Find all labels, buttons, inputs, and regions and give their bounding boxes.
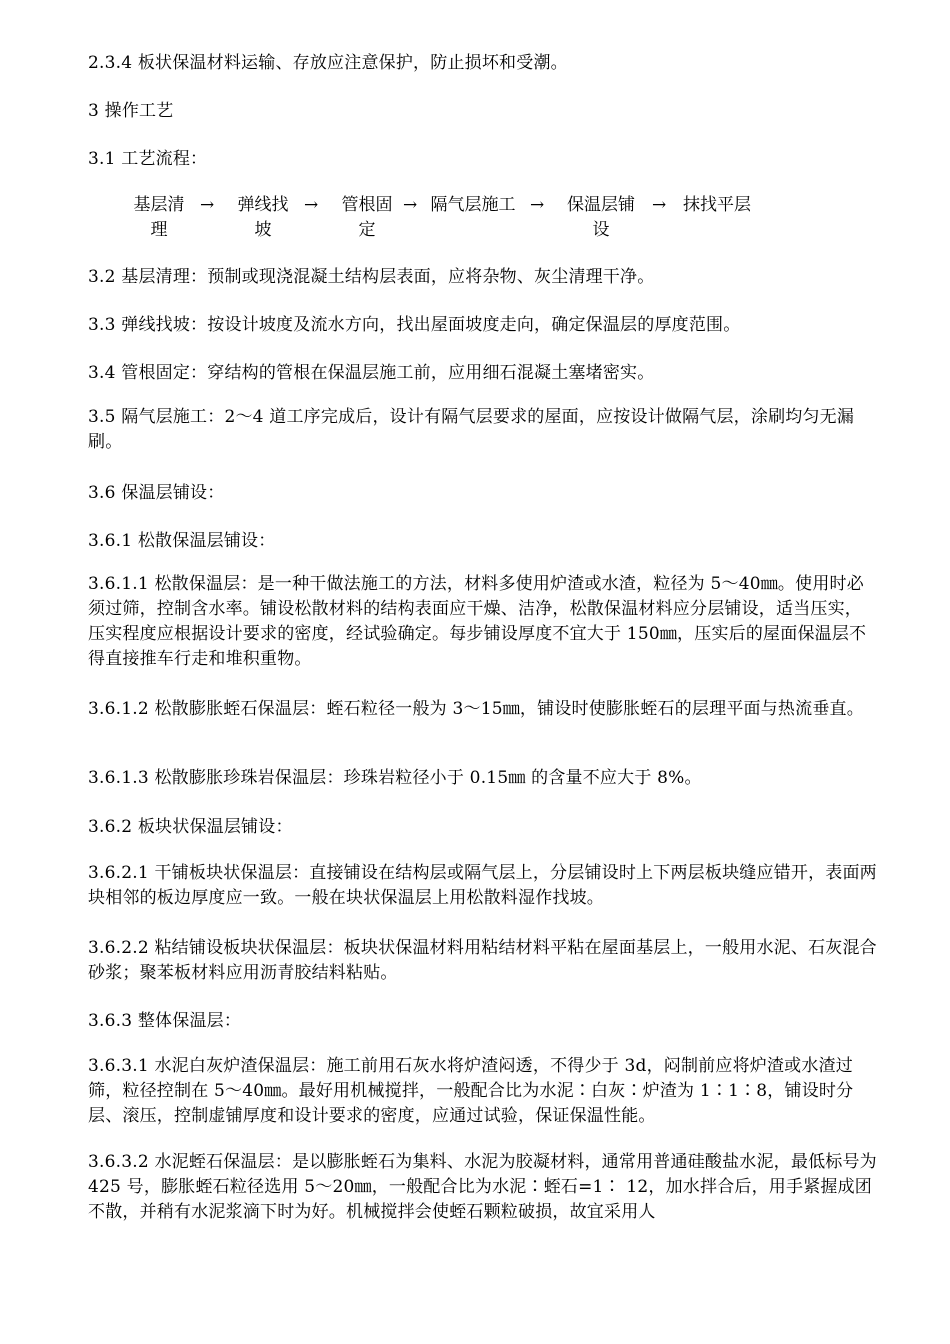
flow-arrow-1: → [200,195,215,215]
flow-step-4: 隔气层施工 [430,195,516,215]
paragraph-3-6-3: 3.6.3 整体保温层： [88,1011,242,1031]
paragraph-3-6-1-2: 3.6.1.2 松散膨胀蛭石保温层：蛭石粒径一般为 3～15㎜，铺设时使膨胀蛭石的层理平面与热流垂直。 [88,699,864,719]
paragraph-3-4: 3.4 管根固定：穿结构的管根在保温层施工前，应用细石混凝土塞堵密实。 [88,363,655,383]
flow-step-5: 保温层铺 设 [567,195,635,240]
process-flow [120,193,820,243]
paragraph-3-6-1-1: 3.6.1.1 松散保温层：是一种干做法施工的方法，材料多使用炉渣或水渣，粒径为 5～40㎜。使用时必须过筛，控制含水率。铺设松散材料的结构表面应干燥、洁净，松散保温材料应分层铺设，适当压实，压实程度应根据设计要求的密度，经试验确定。每步铺设厚度不宜大于 150㎜，压实后的屋面保温层不得直接推车行走和堆积重物。 [88,574,867,669]
flow-arrow-2: → [304,195,319,215]
flow-arrow-3: → [403,195,418,215]
flow-arrow-4: → [530,195,545,215]
paragraph-3-6: 3.6 保温层铺设： [88,483,225,503]
paragraph-3-5: 3.5 隔气层施工：2～4 道工序完成后，设计有隔气层要求的屋面，应按设计做隔气层，涂刷均匀无漏刷。 [88,407,855,452]
paragraph-3-6-2-1: 3.6.2.1 干铺板块状保温层：直接铺设在结构层或隔气层上，分层铺设时上下两层板块缝应错开，表面两块相邻的板边厚度应一致。一般在块状保温层上用松散料湿作找坡。 [88,863,877,908]
flow-step-1: 基层清 理 [133,195,185,240]
paragraph-3-6-2: 3.6.2 板块状保温层铺设： [88,817,293,837]
paragraph-3-6-3-2: 3.6.3.2 水泥蛭石保温层：是以膨胀蛭石为集料、水泥为胶凝材料，通常用普通硅酸盐水泥，最低标号为 425 号，膨胀蛭石粒径选用 5～20㎜，一般配合比为水泥∶蛭石=1∶ 12，加水拌合后，用手紧握成团不散，并稍有水泥浆滴下时为好。机械搅拌会使蛭石颗粒破损，故宜采用人 [88,1152,877,1222]
flow-step-2: 弹线找 坡 [237,195,289,240]
flow-step-6: 抹找平层 [683,195,751,215]
flow-step-3: 管根固 定 [341,195,393,240]
paragraph-3-6-3-1: 3.6.3.1 水泥白灰炉渣保温层：施工前用石灰水将炉渣闷透，不得少于 3d，闷制前应将炉渣或水渣过筛，粒径控制在 5～40㎜。最好用机械搅拌，一般配合比为水泥∶白灰∶炉渣为 1∶1∶8，铺设时分层、滚压，控制虚铺厚度和设计要求的密度，应通过试验，保证保温性能。 [88,1056,854,1126]
paragraph-3-3: 3.3 弹线找坡：按设计坡度及流水方向，找出屋面坡度走向，确定保温层的厚度范围。 [88,315,741,335]
paragraph-3-1: 3.1 工艺流程： [88,149,208,169]
flow-arrow-5: → [652,195,667,215]
section-heading-3: 3 操作工艺 [88,101,174,121]
paragraph-3-6-1: 3.6.1 松散保温层铺设： [88,531,276,551]
paragraph-3-2: 3.2 基层清理：预制或现浇混凝土结构层表面，应将杂物、灰尘清理干净。 [88,267,655,287]
paragraph-3-6-1-3: 3.6.1.3 松散膨胀珍珠岩保温层：珍珠岩粒径小于 0.15㎜ 的含量不应大于 8%。 [88,768,702,788]
paragraph-2-3-4: 2.3.4 板状保温材料运输、存放应注意保护，防止损坏和受潮。 [88,53,568,73]
paragraph-3-6-2-2: 3.6.2.2 粘结铺设板块状保温层：板块状保温材料用粘结材料平粘在屋面基层上，一般用水泥、石灰混合砂浆；聚苯板材料应用沥青胶结料粘贴。 [88,938,877,983]
